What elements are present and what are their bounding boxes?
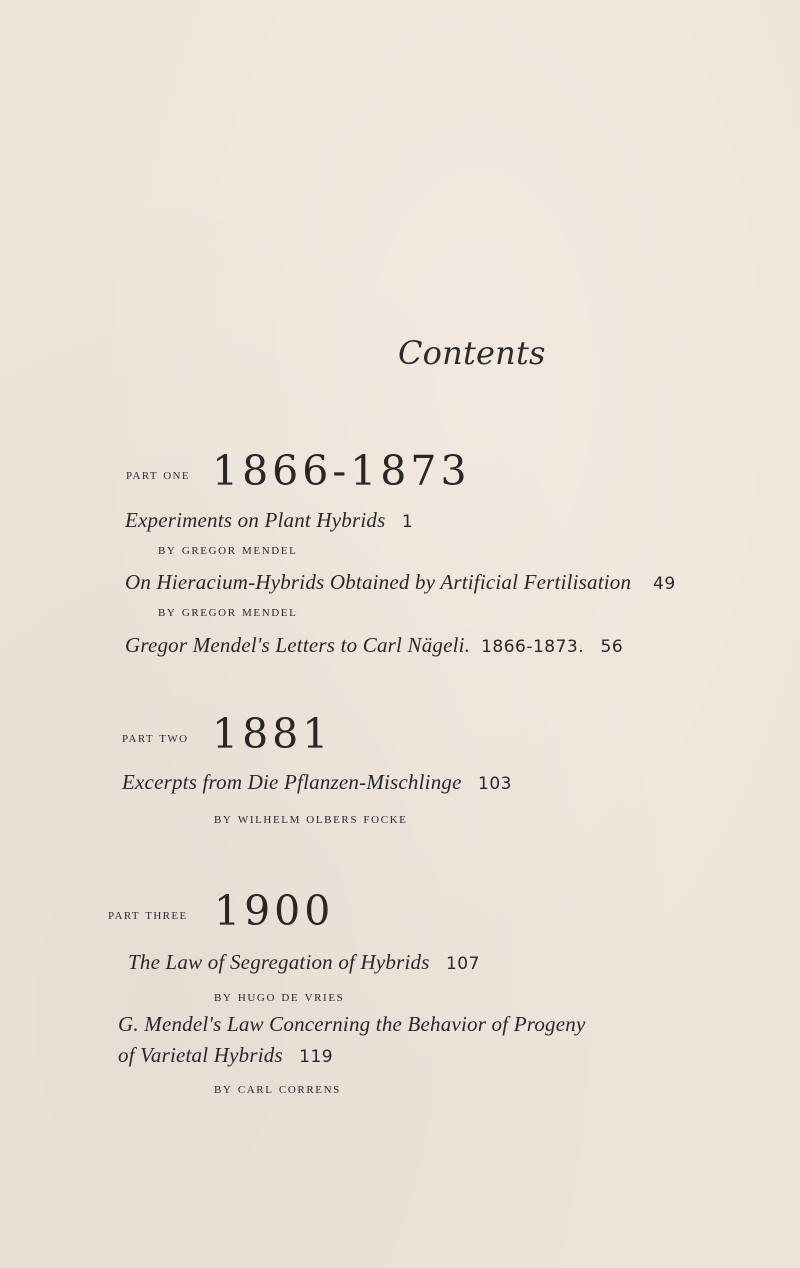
entry-author: by gregor mendel <box>158 542 298 558</box>
entry-title: Excerpts from Die Pflanzen-Mischlinge <box>122 770 462 794</box>
entry-author: by hugo de vries <box>214 989 345 1005</box>
toc-entry-mendels-law-line1 <box>118 1012 585 1037</box>
part-two-label: part two <box>122 730 189 746</box>
entry-title: Experiments on Plant Hybrids <box>125 508 386 532</box>
toc-entry-mendels-law-line2 <box>118 1043 333 1068</box>
entry-title: The Law of Segregation of Hybrids <box>128 950 430 974</box>
part-two-years: 1881 <box>212 710 333 758</box>
entry-page-number: 103 <box>478 774 512 794</box>
entry-page-number: 107 <box>445 954 480 974</box>
toc-entry-excerpts <box>122 770 512 795</box>
page-title: Contents <box>398 334 546 372</box>
entry-page-number: 56 <box>600 637 624 657</box>
entry-author: by wilhelm olbers focke <box>214 811 408 827</box>
toc-entry-segregation <box>128 950 480 975</box>
toc-entry-experiments <box>125 508 413 533</box>
part-one-years: 1866-1873 <box>212 447 471 495</box>
entry-dates: 1866-1873. <box>481 637 585 657</box>
part-three-label: part three <box>108 907 188 923</box>
entry-title: Gregor Mendel's Letters to Carl Nägeli. <box>125 633 471 657</box>
entry-page-number: 1 <box>401 512 414 532</box>
entry-page-number: 119 <box>299 1047 334 1067</box>
toc-entry-letters <box>125 633 623 658</box>
part-three-years: 1900 <box>214 887 335 935</box>
entry-page-number: 49 <box>653 574 676 594</box>
toc-entry-hieracium <box>125 570 676 595</box>
entry-author: by gregor mendel <box>158 604 298 620</box>
entry-title: G. Mendel's Law Concerning the Behavior of Progeny <box>118 1012 586 1036</box>
part-one-label: part one <box>126 467 191 483</box>
entry-title: On Hieracium-Hybrids Obtained by Artificial Fertilisation <box>125 570 632 594</box>
entry-author: by carl correns <box>214 1081 341 1097</box>
entry-title: of Varietal Hybrids <box>118 1043 283 1067</box>
